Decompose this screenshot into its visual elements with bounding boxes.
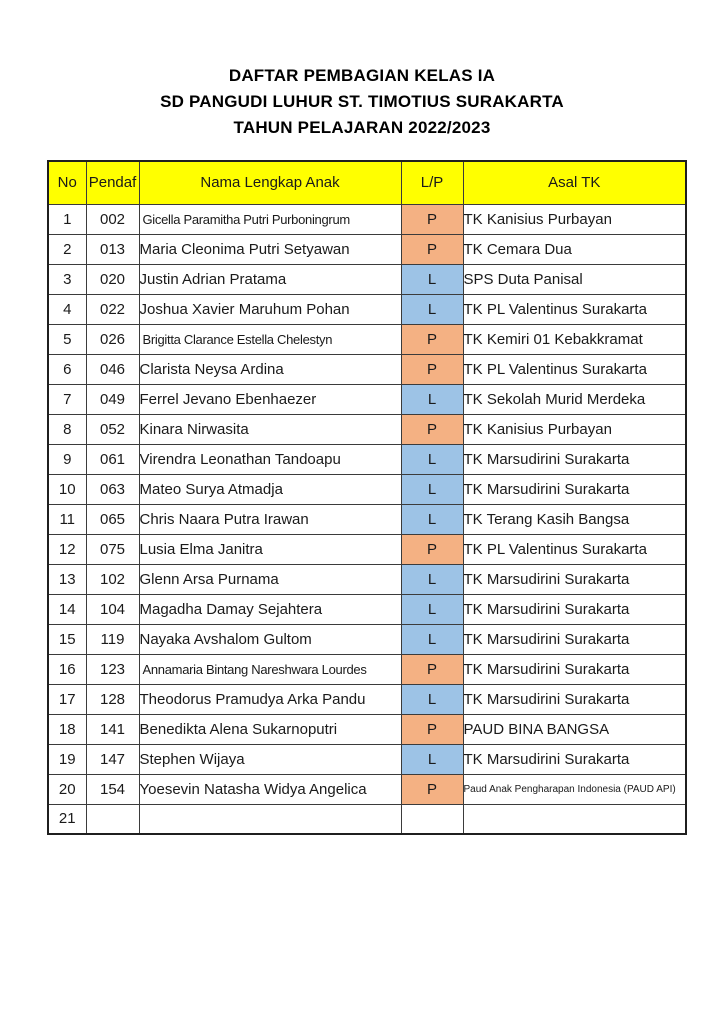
cell-nama: Clarista Neysa Ardina — [139, 354, 401, 384]
cell-pendaf: 141 — [86, 714, 139, 744]
header-lp: L/P — [401, 161, 463, 204]
cell-no: 14 — [48, 594, 86, 624]
cell-no: 7 — [48, 384, 86, 414]
table-row — [48, 714, 686, 744]
cell-pendaf: 147 — [86, 744, 139, 774]
cell-asal-tk — [463, 804, 686, 834]
cell-nama: Benedikta Alena Sukarnoputri — [139, 714, 401, 744]
cell-no: 19 — [48, 744, 86, 774]
cell-nama: Annamaria Bintang Nareshwara Lourdes — [139, 654, 401, 684]
cell-pendaf: 052 — [86, 414, 139, 444]
cell-asal-tk: TK Marsudirini Surakarta — [463, 684, 686, 714]
cell-lp: L — [401, 294, 463, 324]
cell-no: 18 — [48, 714, 86, 744]
cell-asal-tk: PAUD BINA BANGSA — [463, 714, 686, 744]
table-row — [48, 594, 686, 624]
cell-lp: L — [401, 594, 463, 624]
cell-lp: L — [401, 384, 463, 414]
table-header — [48, 161, 686, 204]
cell-pendaf — [86, 804, 139, 834]
cell-pendaf: 075 — [86, 534, 139, 564]
cell-nama — [139, 804, 401, 834]
cell-pendaf: 061 — [86, 444, 139, 474]
cell-lp: P — [401, 714, 463, 744]
cell-lp: L — [401, 264, 463, 294]
cell-nama: Virendra Leonathan Tandoapu — [139, 444, 401, 474]
cell-pendaf: 065 — [86, 504, 139, 534]
cell-lp: P — [401, 234, 463, 264]
cell-nama: Ferrel Jevano Ebenhaezer — [139, 384, 401, 414]
table-row — [48, 444, 686, 474]
cell-asal-tk: TK Sekolah Murid Merdeka — [463, 384, 686, 414]
cell-no: 17 — [48, 684, 86, 714]
cell-nama: Brigitta Clarance Estella Chelestyn — [139, 324, 401, 354]
header-pendaf: Pendaf — [86, 161, 139, 204]
document-title-line3: TAHUN PELAJARAN 2022/2023 — [233, 118, 491, 137]
cell-asal-tk: TK Marsudirini Surakarta — [463, 474, 686, 504]
cell-nama: Chris Naara Putra Irawan — [139, 504, 401, 534]
cell-lp: P — [401, 654, 463, 684]
cell-asal-tk: TK PL Valentinus Surakarta — [463, 354, 686, 384]
cell-no: 12 — [48, 534, 86, 564]
cell-asal-tk: TK Marsudirini Surakarta — [463, 624, 686, 654]
cell-no: 5 — [48, 324, 86, 354]
table-row — [48, 744, 686, 774]
table-row — [48, 684, 686, 714]
header-row — [48, 161, 686, 204]
cell-pendaf: 154 — [86, 774, 139, 804]
cell-nama: Glenn Arsa Purnama — [139, 564, 401, 594]
header-nama: Nama Lengkap Anak — [139, 161, 401, 204]
cell-no: 3 — [48, 264, 86, 294]
table-row — [48, 564, 686, 594]
table-row — [48, 384, 686, 414]
cell-lp: P — [401, 774, 463, 804]
cell-pendaf: 020 — [86, 264, 139, 294]
header-no: No — [48, 161, 86, 204]
cell-asal-tk: TK Marsudirini Surakarta — [463, 564, 686, 594]
table-row — [48, 474, 686, 504]
cell-pendaf: 013 — [86, 234, 139, 264]
table-row — [48, 654, 686, 684]
class-roster-table — [47, 160, 687, 835]
cell-lp: P — [401, 204, 463, 234]
cell-no: 8 — [48, 414, 86, 444]
cell-pendaf: 026 — [86, 324, 139, 354]
cell-pendaf: 046 — [86, 354, 139, 384]
cell-pendaf: 022 — [86, 294, 139, 324]
cell-no: 2 — [48, 234, 86, 264]
cell-no: 13 — [48, 564, 86, 594]
cell-asal-tk: SPS Duta Panisal — [463, 264, 686, 294]
cell-nama: Gicella Paramitha Putri Purboningrum — [139, 204, 401, 234]
table-row — [48, 414, 686, 444]
cell-nama: Kinara Nirwasita — [139, 414, 401, 444]
cell-lp: L — [401, 744, 463, 774]
cell-lp — [401, 804, 463, 834]
cell-no: 6 — [48, 354, 86, 384]
cell-asal-tk: TK Kanisius Purbayan — [463, 204, 686, 234]
header-asal: Asal TK — [463, 161, 686, 204]
cell-pendaf: 102 — [86, 564, 139, 594]
cell-pendaf: 049 — [86, 384, 139, 414]
table-row — [48, 804, 686, 834]
document-title-block — [0, 63, 724, 141]
cell-lp: P — [401, 534, 463, 564]
cell-asal-tk: TK Marsudirini Surakarta — [463, 744, 686, 774]
table-row — [48, 234, 686, 264]
cell-nama: Theodorus Pramudya Arka Pandu — [139, 684, 401, 714]
table-row — [48, 204, 686, 234]
cell-lp: L — [401, 624, 463, 654]
cell-pendaf: 123 — [86, 654, 139, 684]
table-row — [48, 294, 686, 324]
cell-lp: L — [401, 474, 463, 504]
cell-nama: Justin Adrian Pratama — [139, 264, 401, 294]
cell-nama: Lusia Elma Janitra — [139, 534, 401, 564]
table-row — [48, 264, 686, 294]
table-row — [48, 534, 686, 564]
cell-asal-tk: Paud Anak Pengharapan Indonesia (PAUD API) — [463, 774, 686, 804]
table-row — [48, 624, 686, 654]
cell-asal-tk: TK Marsudirini Surakarta — [463, 594, 686, 624]
cell-no: 16 — [48, 654, 86, 684]
cell-no: 15 — [48, 624, 86, 654]
document-title-line2: SD PANGUDI LUHUR ST. TIMOTIUS SURAKARTA — [160, 92, 564, 111]
table-row — [48, 354, 686, 384]
cell-pendaf: 119 — [86, 624, 139, 654]
cell-asal-tk: TK Marsudirini Surakarta — [463, 654, 686, 684]
table-row — [48, 774, 686, 804]
cell-nama: Stephen Wijaya — [139, 744, 401, 774]
cell-nama: Mateo Surya Atmadja — [139, 474, 401, 504]
cell-no: 11 — [48, 504, 86, 534]
cell-no: 10 — [48, 474, 86, 504]
cell-lp: P — [401, 414, 463, 444]
cell-asal-tk: TK Kemiri 01 Kebakkramat — [463, 324, 686, 354]
cell-nama: Nayaka Avshalom Gultom — [139, 624, 401, 654]
cell-no: 20 — [48, 774, 86, 804]
cell-lp: L — [401, 684, 463, 714]
cell-nama: Magadha Damay Sejahtera — [139, 594, 401, 624]
cell-nama: Yoesevin Natasha Widya Angelica — [139, 774, 401, 804]
cell-asal-tk: TK Cemara Dua — [463, 234, 686, 264]
table-row — [48, 324, 686, 354]
cell-no: 4 — [48, 294, 86, 324]
cell-lp: L — [401, 444, 463, 474]
cell-nama: Joshua Xavier Maruhum Pohan — [139, 294, 401, 324]
cell-lp: P — [401, 324, 463, 354]
cell-asal-tk: TK PL Valentinus Surakarta — [463, 534, 686, 564]
cell-asal-tk: TK PL Valentinus Surakarta — [463, 294, 686, 324]
cell-pendaf: 128 — [86, 684, 139, 714]
cell-asal-tk: TK Marsudirini Surakarta — [463, 444, 686, 474]
cell-pendaf: 002 — [86, 204, 139, 234]
cell-lp: P — [401, 354, 463, 384]
cell-pendaf: 104 — [86, 594, 139, 624]
cell-no: 21 — [48, 804, 86, 834]
cell-asal-tk: TK Kanisius Purbayan — [463, 414, 686, 444]
table-body — [48, 204, 686, 834]
table-row — [48, 504, 686, 534]
cell-lp: L — [401, 504, 463, 534]
cell-asal-tk: TK Terang Kasih Bangsa — [463, 504, 686, 534]
cell-pendaf: 063 — [86, 474, 139, 504]
cell-lp: L — [401, 564, 463, 594]
cell-no: 1 — [48, 204, 86, 234]
cell-nama: Maria Cleonima Putri Setyawan — [139, 234, 401, 264]
document-title-line1: DAFTAR PEMBAGIAN KELAS IA — [228, 66, 496, 85]
cell-no: 9 — [48, 444, 86, 474]
